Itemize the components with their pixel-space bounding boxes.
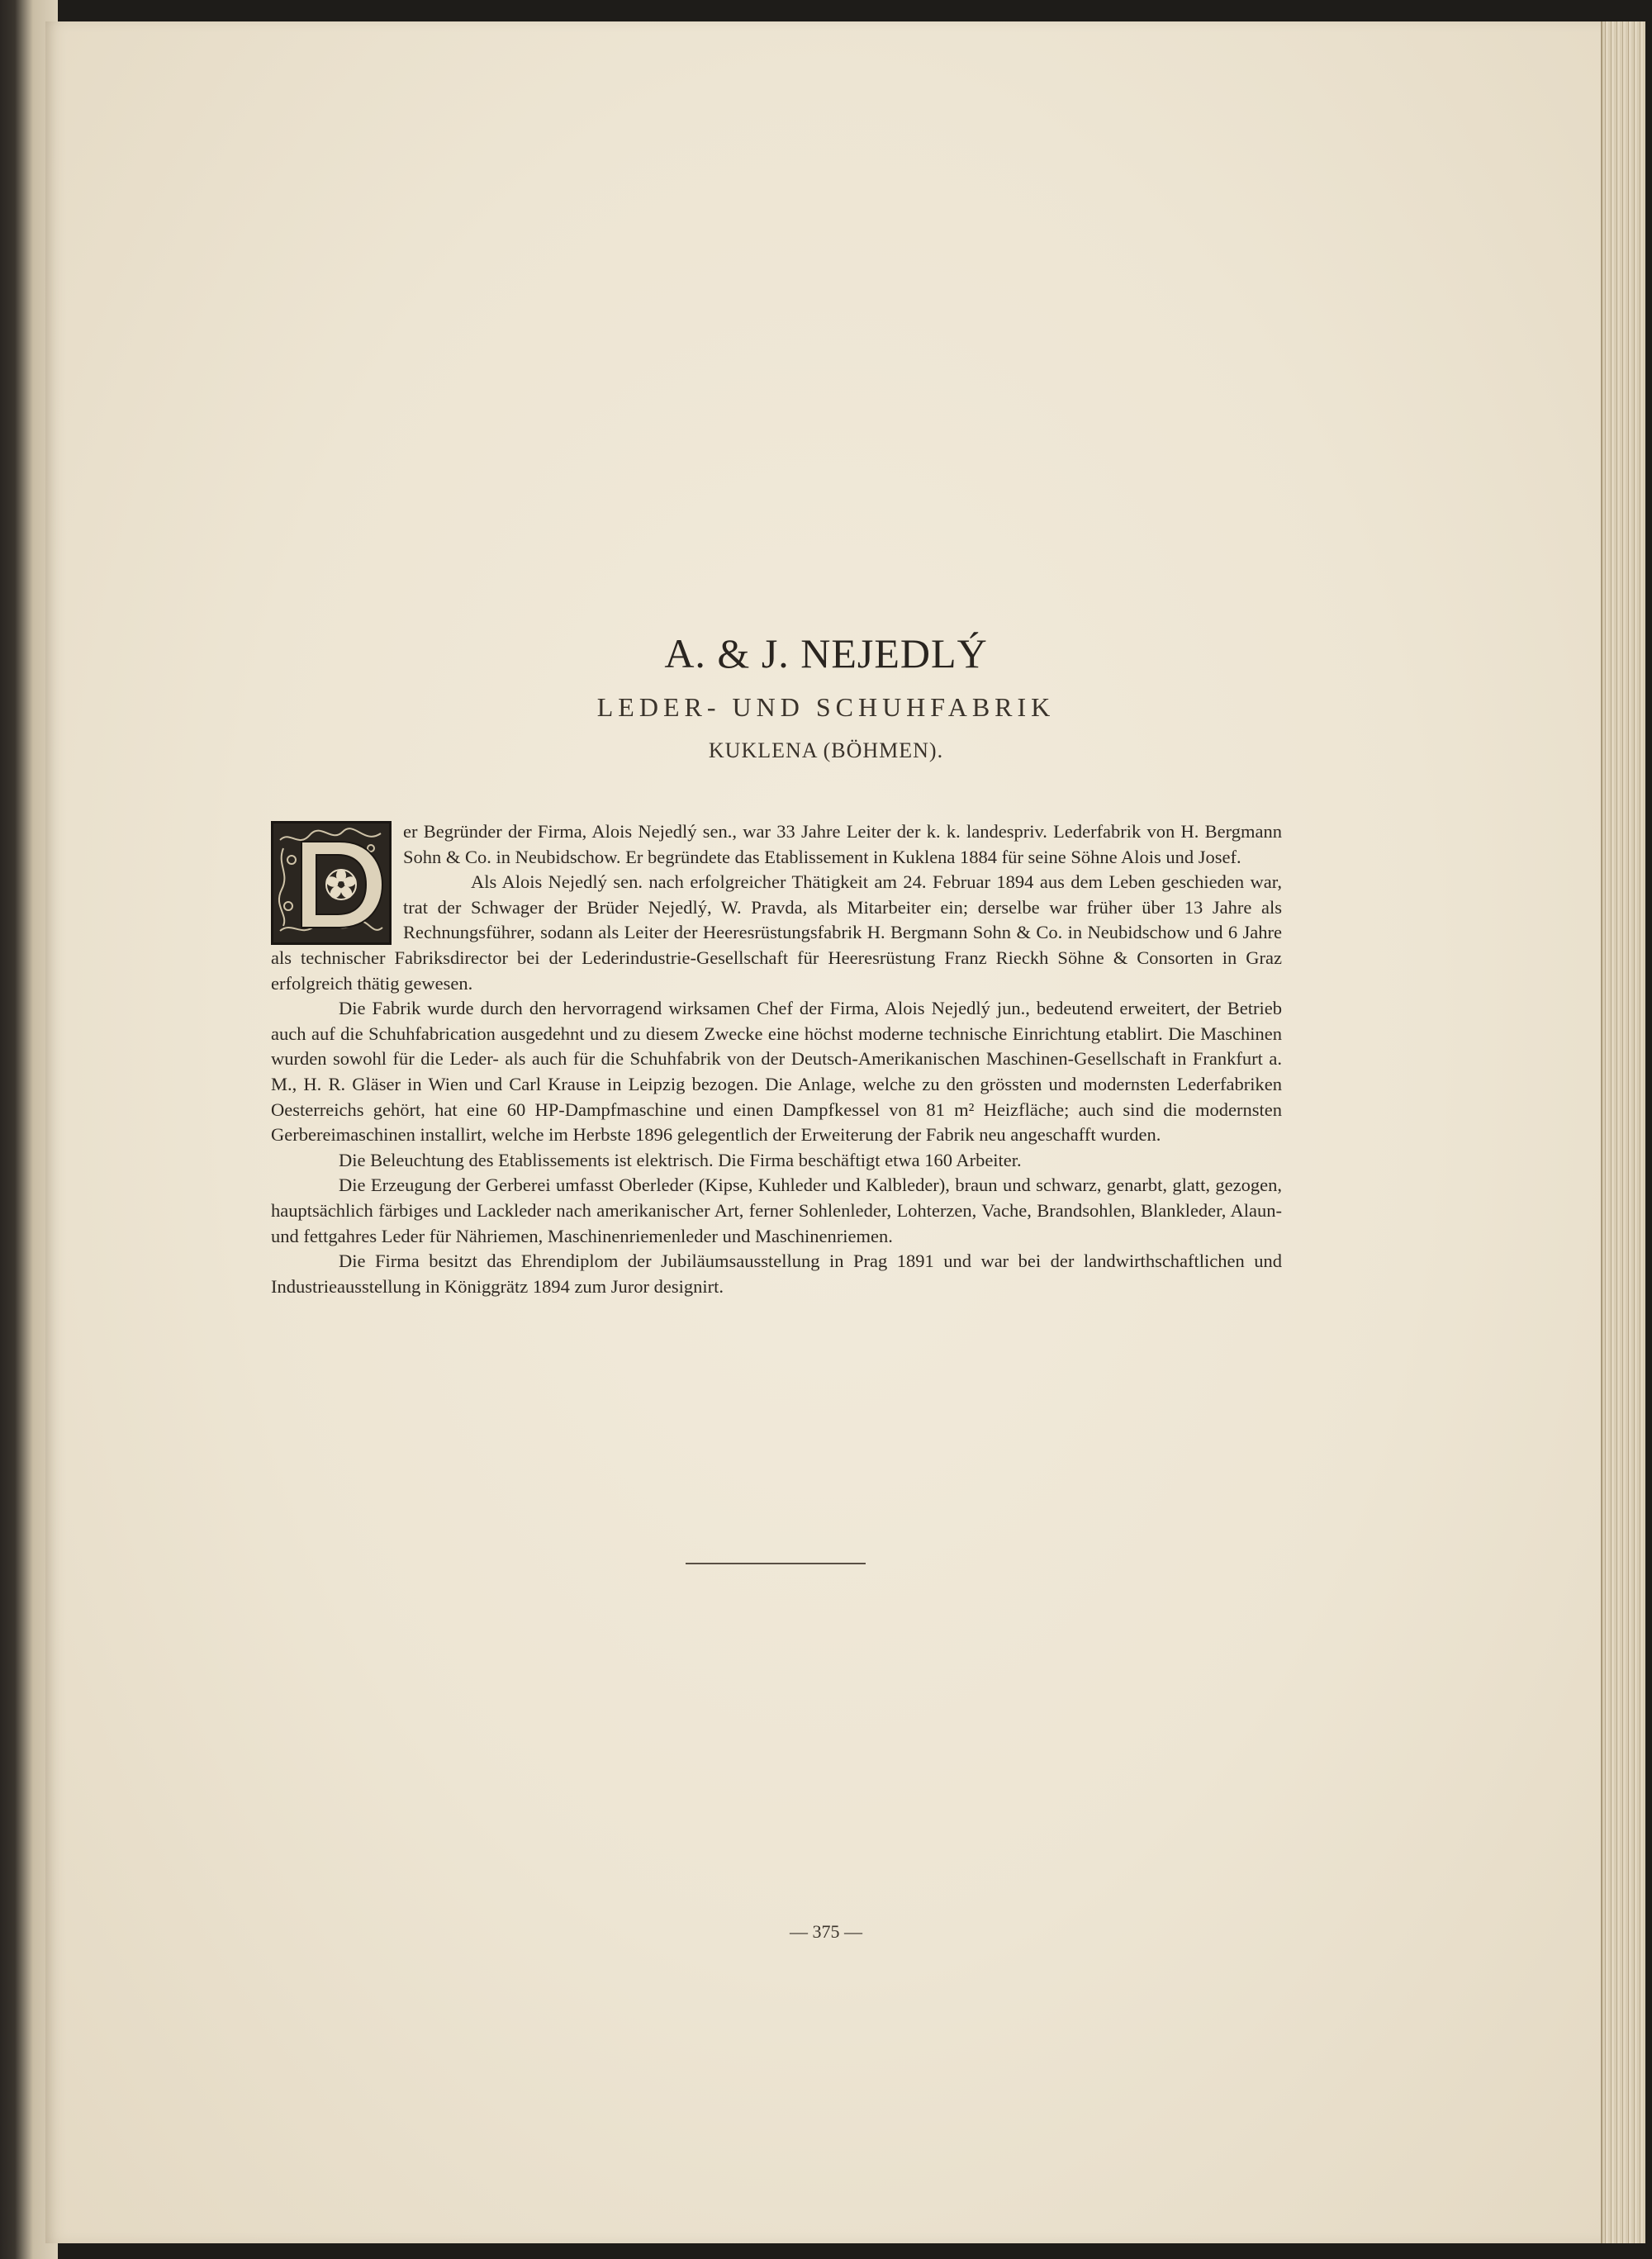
page-number: — 375 — [790, 1921, 862, 1942]
paragraph-2: Als Alois Nejedlý sen. nach erfolgreicher Thätigkeit am 24. Februar 1894 aus dem Leben geschieden war, trat der Schwager der Brüder Nejedlý, W. Pravda, als Mitarbeiter ein; derselbe war früher über 13 Jahre als Rechnungsführer, sodann als Leiter der Heeresrüstungsfabrik H. Bergmann Sohn & Co. in Neubidschow und 6 Jahre als technischer Fabriksdirector bei der Lederindustrie-Gesellschaft für Heeresrüstung Franz Rieckh Söhne & Consorten in Graz erfolgreich thätig gewesen. [271, 871, 1282, 994]
page-edges [1601, 21, 1645, 2243]
article-body [271, 819, 1282, 1299]
paragraph-3: Die Fabrik wurde durch den hervorragend wirksamen Chef der Firma, Alois Nejedlý jun., bedeutend erweitert, der Betrieb auch auf die Schuhfabrication ausgedehnt und zu diesem Zwecke eine höchst moderne technische Einrichtung etablirt. Die Maschinen wurden sowohl für die Leder- als auch für die Schuhfabrik von der Deutsch-Amerikanischen Maschinen-Gesellschaft in Frankfurt a. M., H. R. Gläser in Wien und Carl Krause in Leipzig bezogen. Die Anlage, welche zu den grössten und modernsten Lederfabriken Oesterreichs gehört, hat eine 60 HP-Dampfmaschine und einen Dampfkessel von 81 m² Heizfläche; auch sind die modernsten Gerbereimaschinen installirt, welche im Herbste 1896 gelegentlich der Erweiterung der Fabrik neu angeschafft wurden. [271, 998, 1282, 1146]
company-subtitle: LEDER- UND SCHUHFABRIK [596, 692, 1056, 722]
paragraph-1: er Begründer der Firma, Alois Nejedlý sen., war 33 Jahre Leiter der k. k. landespriv. Lederfabrik von H. Bergmann Sohn & Co. in Neubidschow. Er begründete das Etablissement in Kuklena 1884 für seine Söhne Alois und Josef. [403, 821, 1282, 867]
company-location: KUKLENA (BÖHMEN). [708, 738, 944, 762]
paragraph-6: Die Firma besitzt das Ehrendiplom der Jubiläumsausstellung in Prag 1891 und war bei der landwirthschaftlichen und Industrieausstellung in Königgrätz 1894 zum Juror designirt. [271, 1251, 1282, 1297]
company-title: A. & J. NEJEDLÝ [664, 630, 988, 676]
paragraph-4: Die Beleuchtung des Etablissements ist elektrisch. Die Firma beschäftigt etwa 160 Arbeiter. [339, 1149, 1022, 1170]
section-divider [686, 1563, 866, 1564]
paragraph-5: Die Erzeugung der Gerberei umfasst Oberleder (Kipse, Kuhleder und Kalbleder), braun und schwarz, genarbt, glatt, gezogen, hauptsächlich färbiges und Lackleder nach amerikanischer Art, ferner Sohlenleder, Lohterzen, Vache, Brandsohlen, Blankleder, Alaun- und fettgahres Leder für Nähriemen, Maschinenriemenleder und Maschinenriemen. [271, 1175, 1282, 1246]
ornamental-dropcap-d-icon [271, 821, 392, 945]
